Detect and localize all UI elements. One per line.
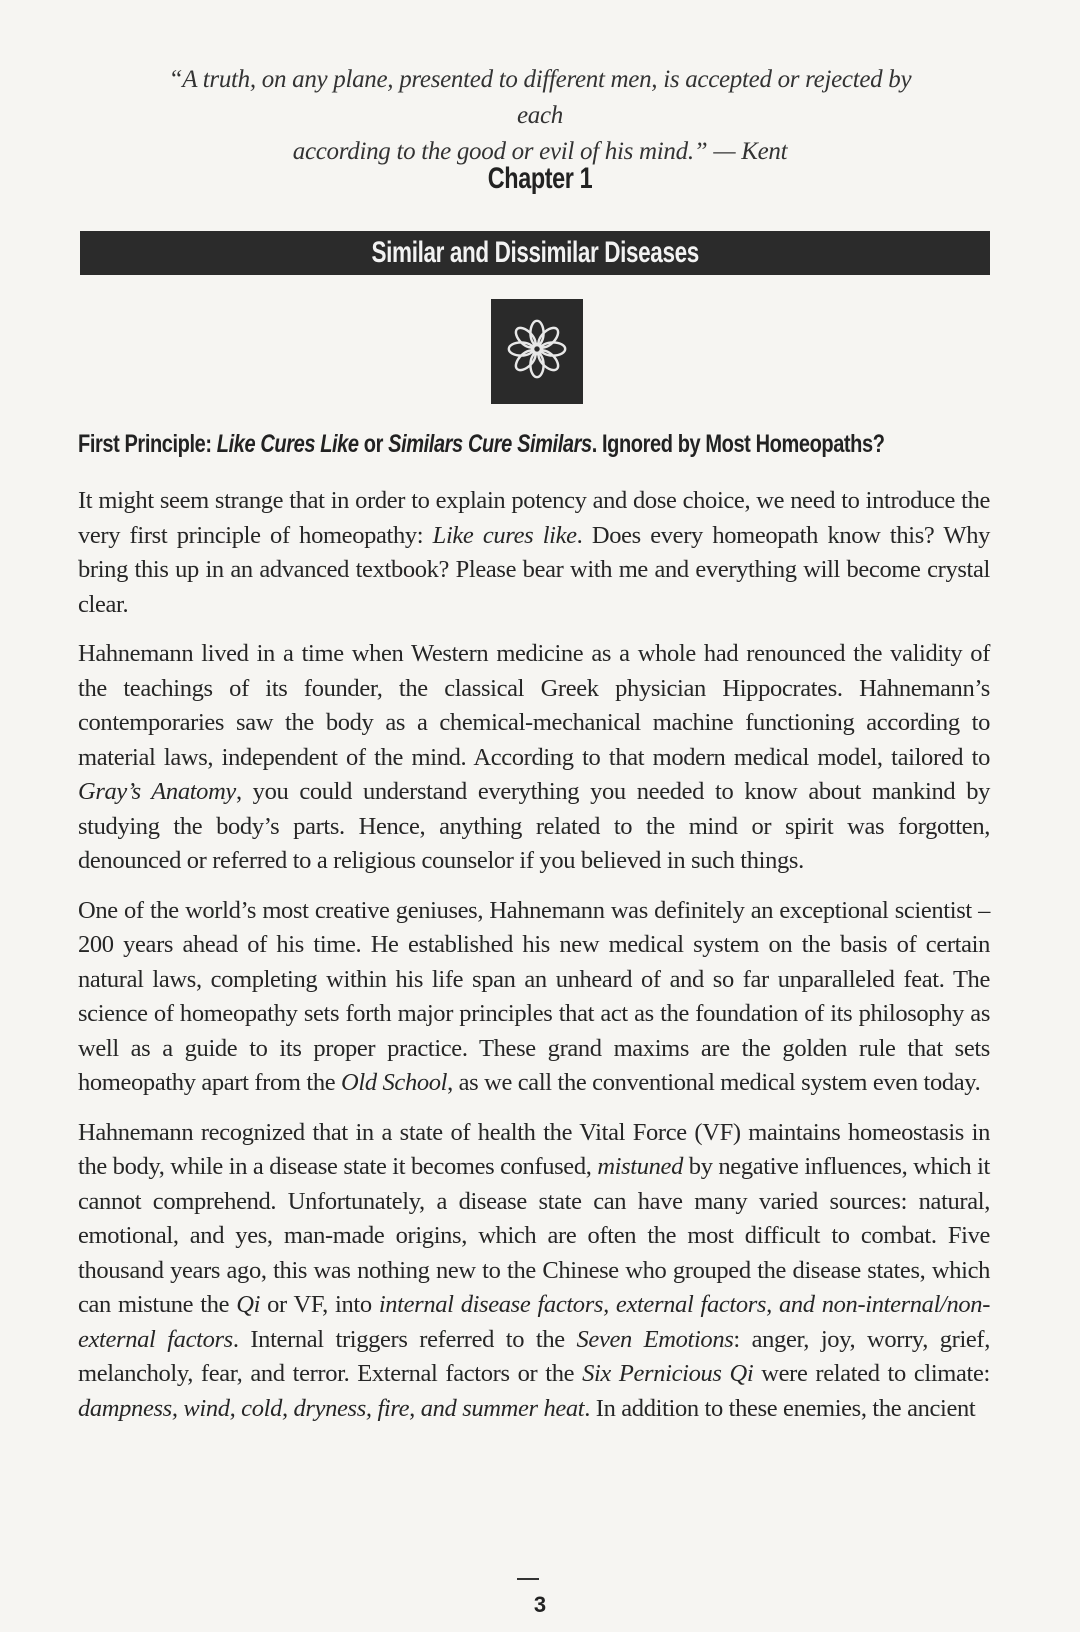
page-number: 3 <box>533 1592 547 1617</box>
flower-icon <box>506 316 568 387</box>
chapter-ornament <box>491 299 583 404</box>
chapter-label: Chapter 1 <box>487 162 593 195</box>
footer-rule <box>517 1578 539 1580</box>
paragraph-3: One of the world’s most creative geniuses, Hahnemann was definitely an exceptional scientist – 200 years ahead of his time. He established his new medical system on the basis of certain natural laws, completing within his life span an unheard of and so far unparalleled feat. The science of homeopathy sets forth major principles that act as the foundation of its philosophy as well as a guide to its proper practice. These grand maxims are the golden rule that sets homeopathy apart from the Old School, as we call the conventional medical system even today. <box>78 896 990 1096</box>
paragraph-4: Hahnemann recognized that in a state of health the Vital Force (VF) maintains homeostasis in the body, while in a disease state it becomes confused, mistuned by negative influences, which it cannot comprehend. Unfortunately, a disease state can have many varied sources: natural, emotional, and yes, man-made origins, which are often the most difficult to combat. Five thousand years ago, this was nothing new to the Chinese who grouped the disease states, which can mistune the Qi or VF, into internal disease factors, external factors, and non-internal/non-external factors. Internal triggers referred to the Seven Emotions: anger, joy, worry, grief, melancholy, fear, and terror. External factors or the Six Pernicious Qi were related to climate: dampness, wind, cold, dryness, fire, and summer heat. In addition to these enemies, the ancient <box>78 1118 991 1422</box>
epigraph <box>150 62 930 170</box>
epigraph-line-2: according to the good or evil of his mind.” — Kent <box>292 138 788 165</box>
chapter-title: Similar and Dissimilar Diseases <box>371 236 699 269</box>
epigraph-line-1: “A truth, on any plane, presented to different men, is accepted or rejected by each <box>168 66 912 129</box>
chapter-title-banner <box>80 231 990 275</box>
section-heading: First Principle: Like Cures Like or Similars Cure Similars. Ignored by Most Homeopaths? <box>78 430 885 458</box>
body-text <box>78 484 990 1441</box>
paragraph-1: It might seem strange that in order to explain potency and dose choice, we need to introduce the very first principle of homeopathy: Like cures like. Does every homeopath know this? Why bring this up in an advanced textbook? Please bear with me and everything will become crystal clear. <box>78 487 990 618</box>
paragraph-2: Hahnemann lived in a time when Western medicine as a whole had renounced the validity of the teachings of its founder, the classical Greek physician Hippocrates. Hahnemann’s contemporaries saw the body as a chemical-mechanical machine functioning according to material laws, independent of the mind. According to that modern medical model, tailored to Gray’s Anatomy, you could understand everything you needed to know about mankind by studying the body’s parts. Hence, anything related to the mind or spirit was forgotten, denounced or referred to a religious counselor if you believed in such things. <box>78 640 990 874</box>
